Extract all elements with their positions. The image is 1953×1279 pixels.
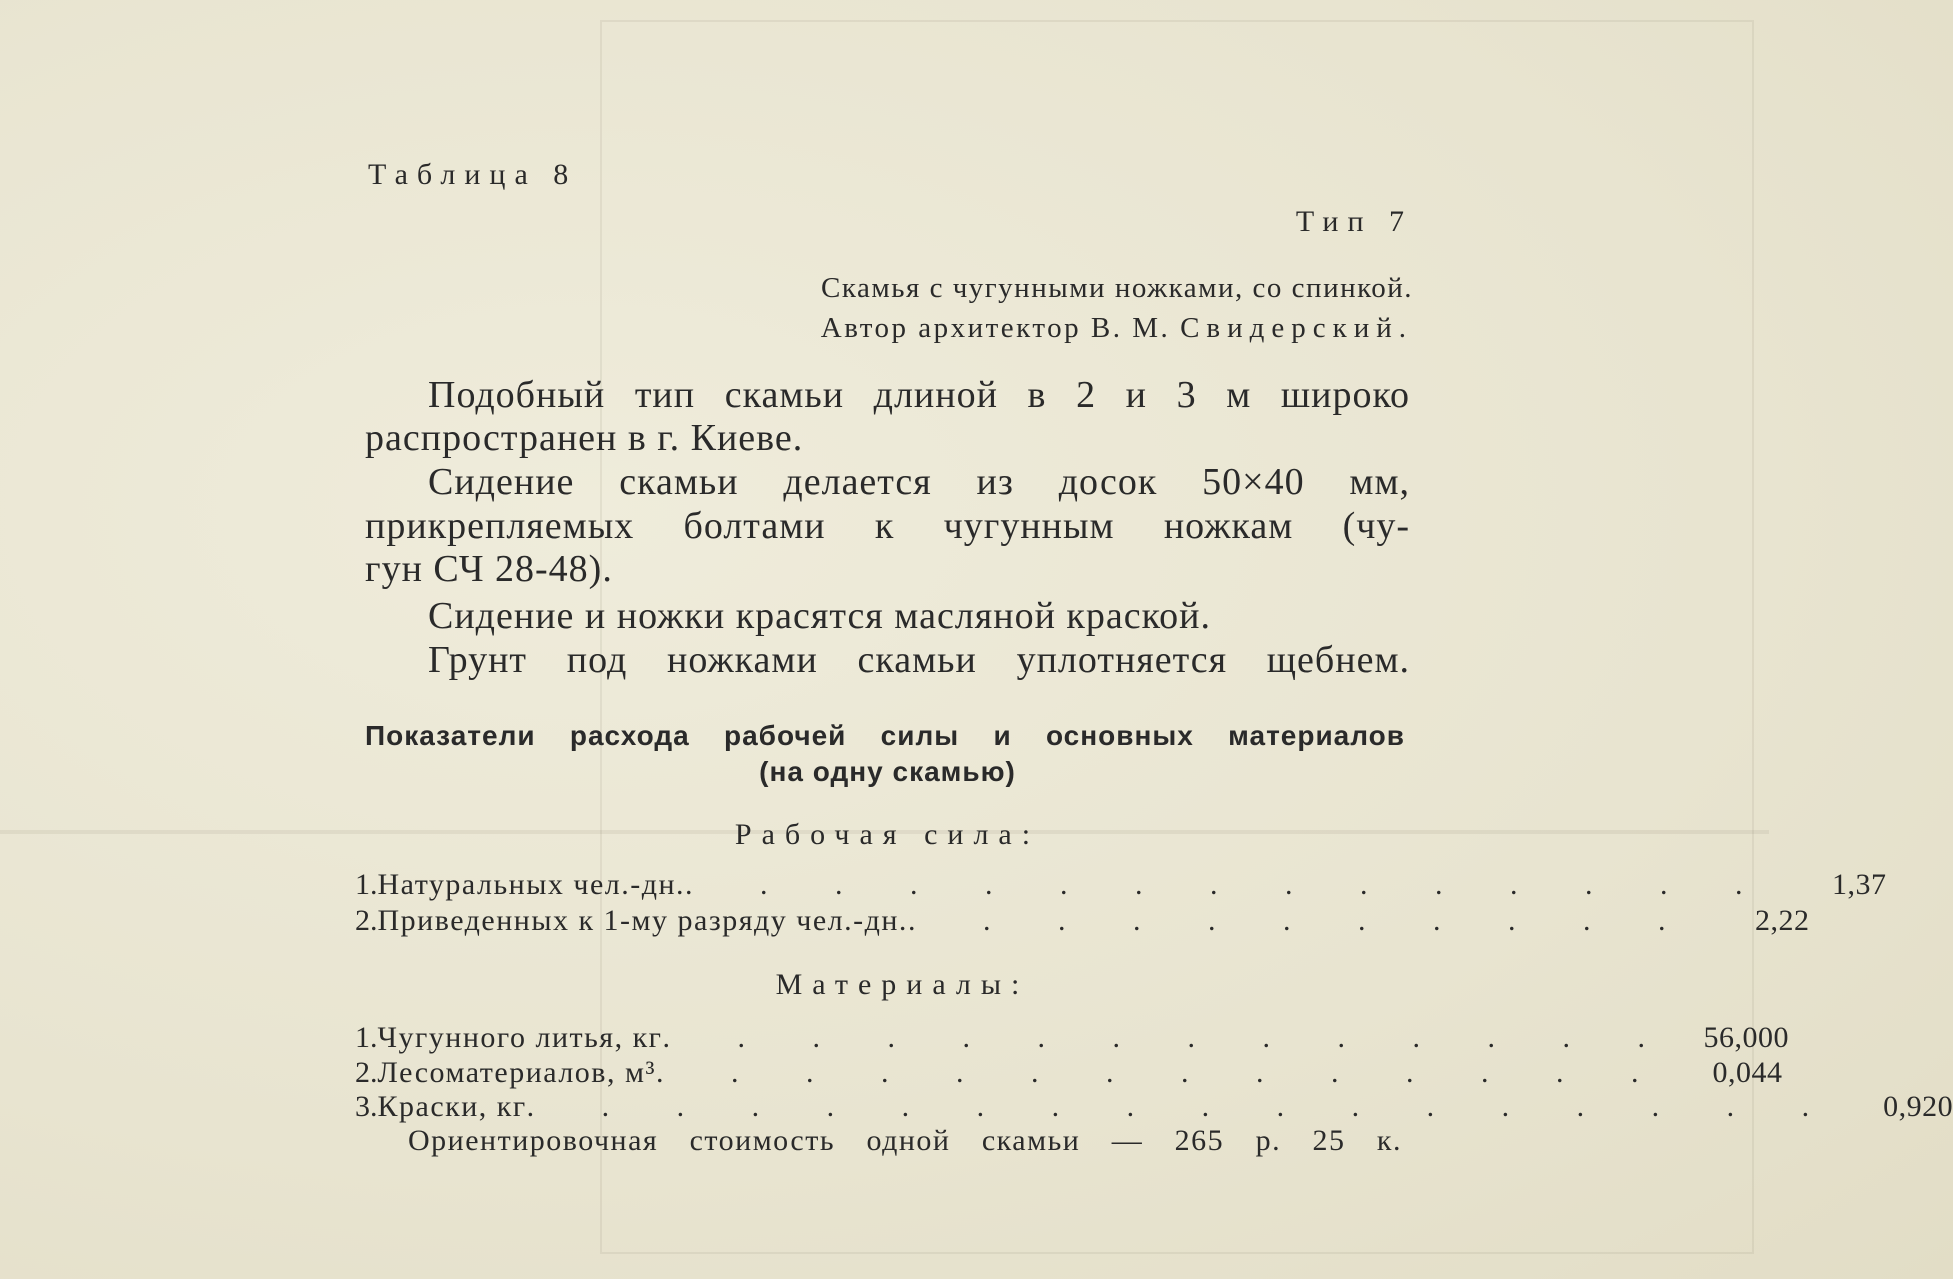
- item-value: 0,044: [1712, 1056, 1783, 1089]
- item-label: Чугунного литья, кг: [377, 1021, 663, 1054]
- item-value: 2,22: [1754, 904, 1810, 937]
- author-prefix: Автор архитектор В. М.: [820, 312, 1181, 344]
- leader-dots: . . . . . . . . . . . . . .: [662, 1021, 1675, 1054]
- item-label: Приведенных к 1-му разряду чел.-дн.: [377, 904, 908, 937]
- author-name: Свидерский.: [1180, 312, 1413, 344]
- item-label: Натуральных чел.-дн.: [377, 868, 686, 901]
- paragraph-line: Сидение скамьи делается из досок 50×40 мм,: [428, 461, 1410, 503]
- paragraph-line: Сидение и ножки красятся масляной краской.: [428, 595, 1211, 637]
- list-item: [355, 868, 1887, 902]
- item-label: Краски, кг: [377, 1090, 527, 1123]
- item-value: 56,000: [1703, 1021, 1789, 1054]
- list-item: [355, 1021, 1789, 1055]
- bench-description: Скамья с чугунными ножками, со спинкой.: [821, 272, 1413, 304]
- list-item: [355, 904, 1810, 938]
- leader-dots: . . . . . . . . . . . . . .: [655, 1056, 1669, 1089]
- item-number: 1.: [355, 868, 378, 901]
- paragraph-line: Подобный тип скамьи длиной в 2 и 3 м широко: [428, 374, 1410, 416]
- item-value: 1,37: [1832, 868, 1887, 901]
- item-number: 2.: [355, 1056, 378, 1089]
- type-number: Тип 7: [1295, 205, 1413, 238]
- item-number: 2.: [355, 904, 378, 937]
- paragraph-line: прикрепляемых болтами к чугунным ножкам (чу-: [365, 505, 1410, 547]
- table-number: Таблица 8: [368, 158, 578, 191]
- list-item: [355, 1056, 1783, 1090]
- item-number: 3.: [355, 1090, 378, 1123]
- paragraph-line: гун СЧ 28-48).: [365, 548, 613, 590]
- item-value: 0,920: [1883, 1090, 1953, 1123]
- paragraph-line: распространен в г. Киеве.: [365, 417, 804, 459]
- paragraph-line: Грунт под ножками скамьи уплотняется щебнем.: [428, 639, 1410, 681]
- materials-section-title: Материалы:: [775, 968, 1030, 1001]
- author-line: [821, 312, 1413, 345]
- item-number: 1.: [355, 1021, 378, 1054]
- estimated-cost: Ориентировочная стоимость одной скамьи — 265 р. 25 к.: [408, 1124, 1402, 1157]
- item-label: Лесоматериалов, м³: [377, 1056, 656, 1089]
- leader-dots: . . . . . . . . . . .: [907, 904, 1696, 937]
- labor-section-title: Рабочая сила:: [734, 818, 1041, 851]
- leader-dots: . . . . . . . . . . . . . . . . . .: [526, 1090, 1840, 1123]
- leader-dots: . . . . . . . . . . . . . . .: [685, 868, 1773, 901]
- indicators-heading: Показатели расхода рабочей силы и основных материалов: [365, 720, 1405, 751]
- list-item: [355, 1090, 1953, 1124]
- indicators-subheading: (на одну скамью): [759, 756, 1016, 787]
